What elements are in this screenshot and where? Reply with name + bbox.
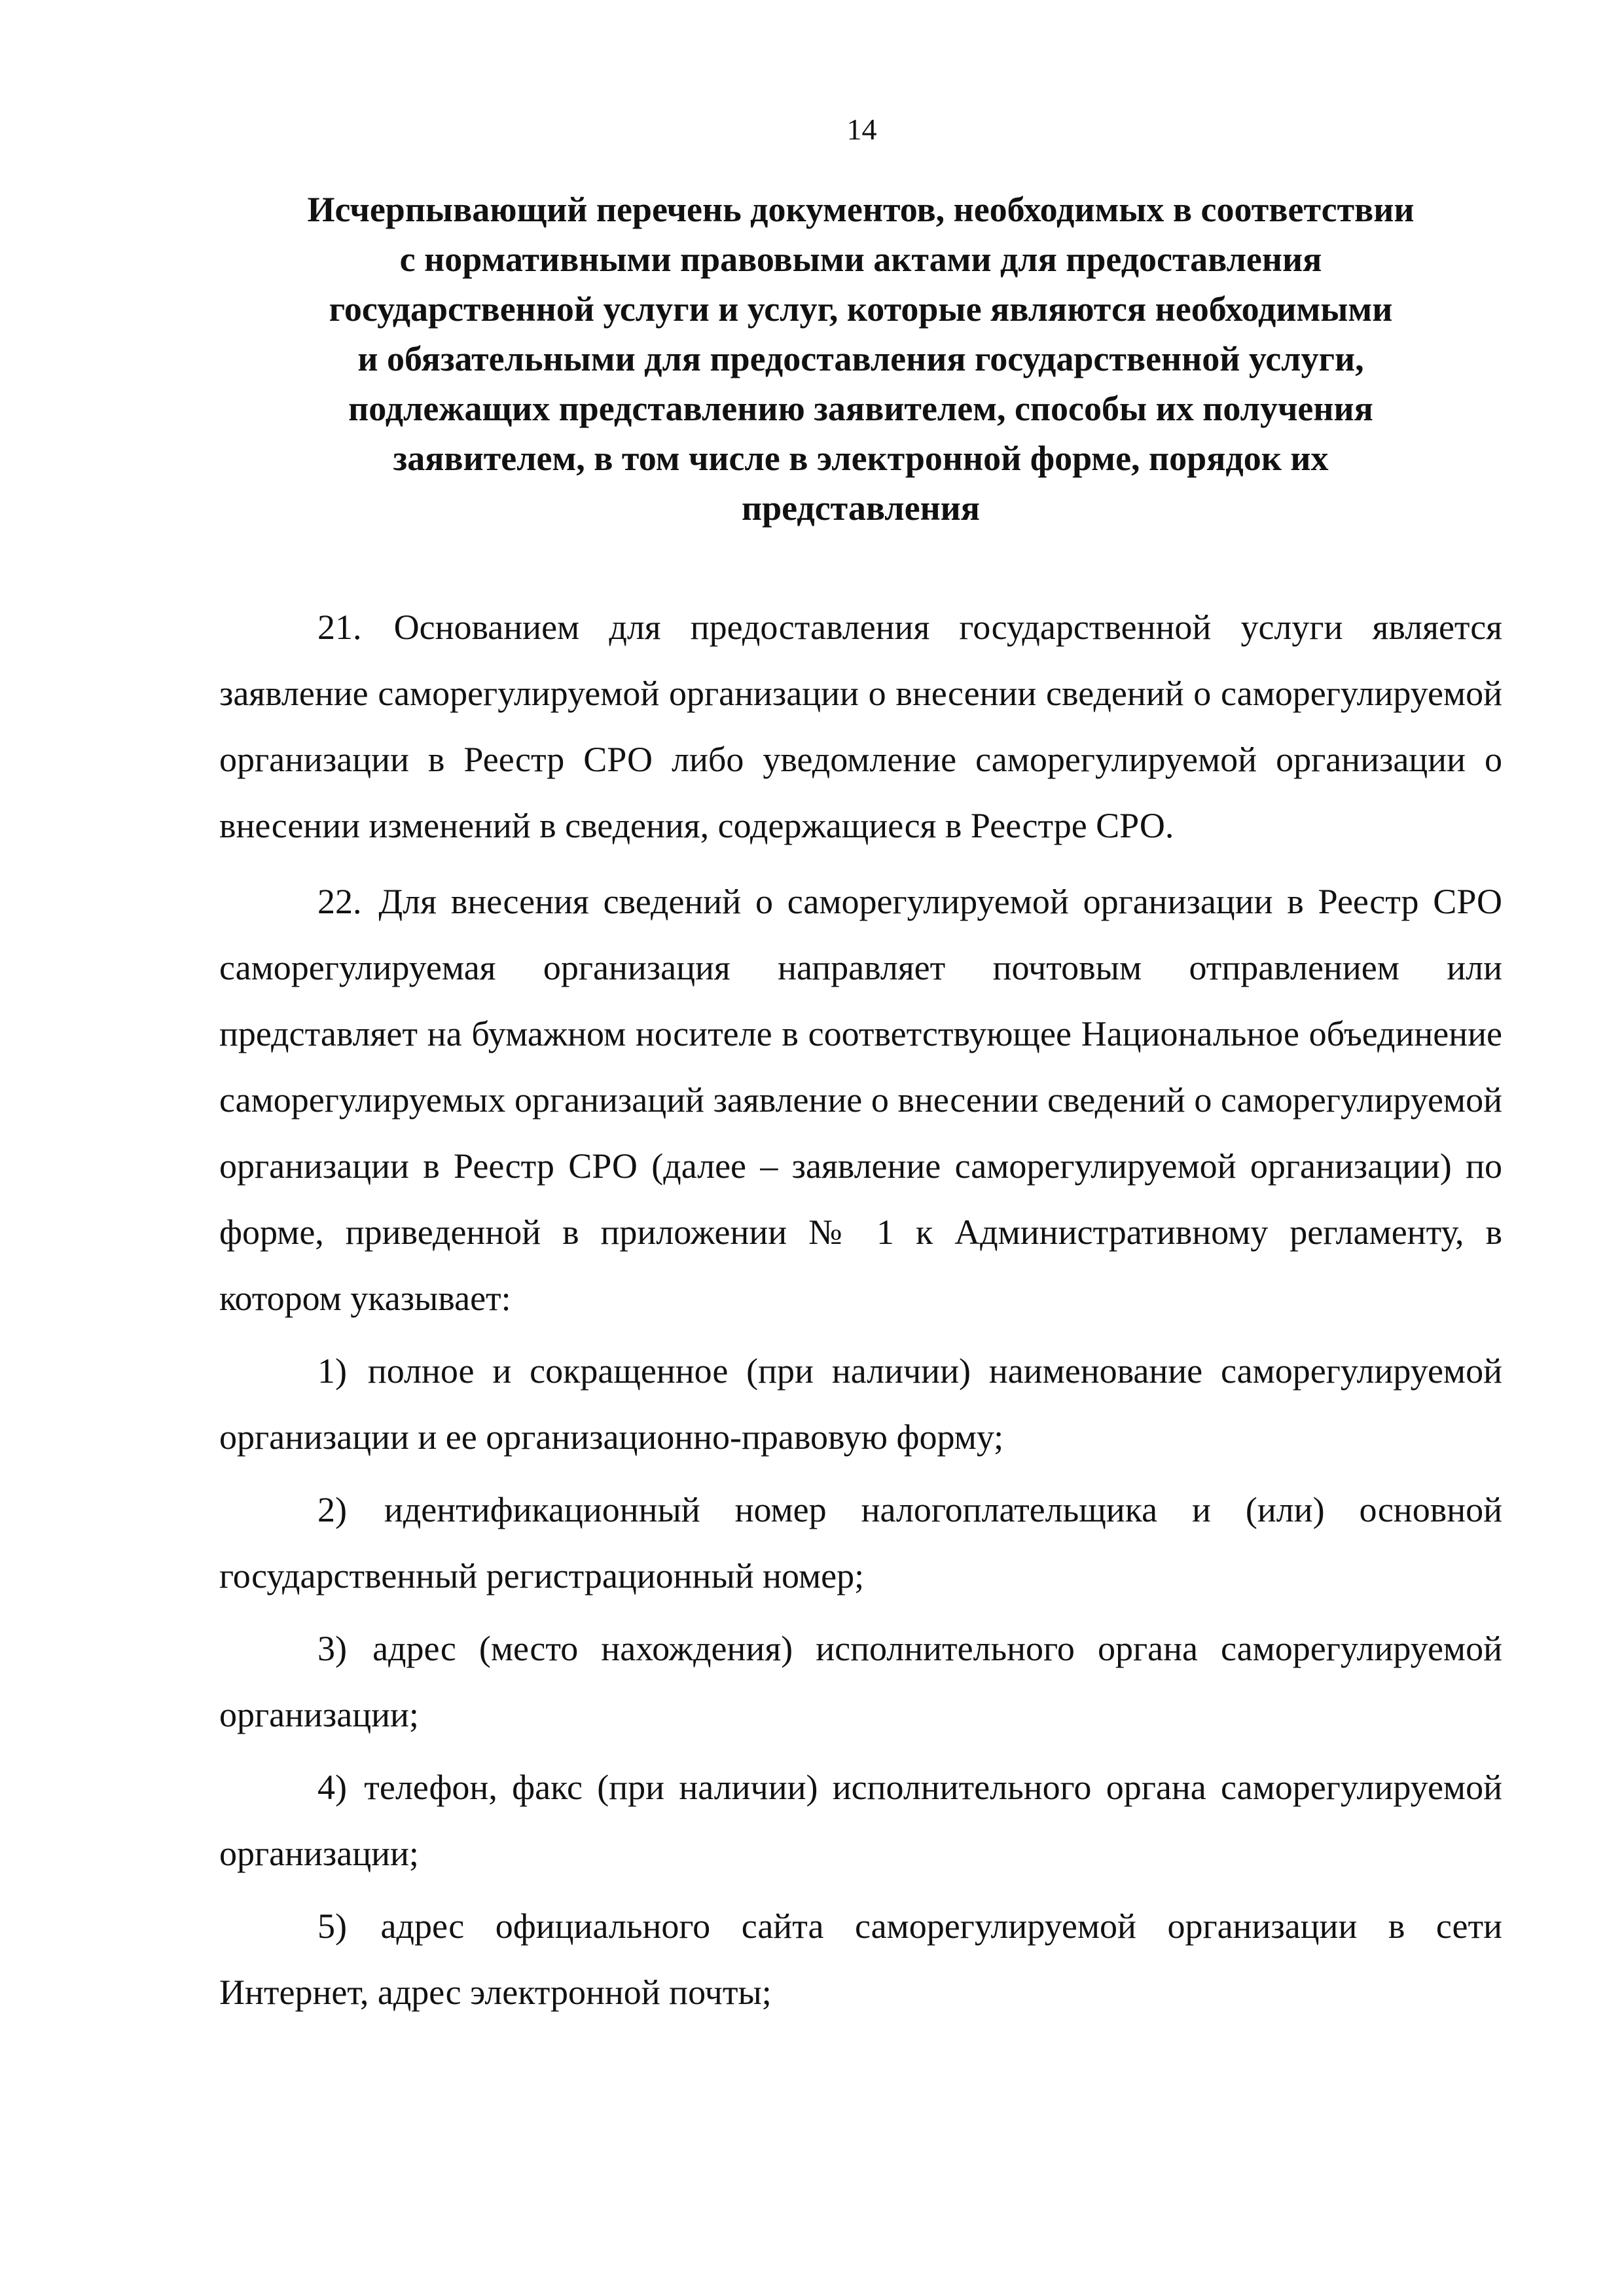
page-number: 14	[846, 113, 877, 146]
heading-line: с нормативными правовыми актами для предоставления	[399, 240, 1322, 279]
list-item-number: 2)	[317, 1490, 347, 1529]
list-item-1	[219, 1338, 1502, 1470]
paragraph-number: 21.	[317, 608, 362, 647]
paragraph-text: Для внесения сведений о саморегулируемой организации в Реестр СРО саморегулируемая организация направляет почтовым отправлением или представляет на бумажном носителе в соответствующее Национальное объединение саморегулируемых организаций заявление о внесении сведений о саморегулируемой организации в Реестр СРО (далее – заявление саморегулируемой организации) по форме, приведенной в приложении № 1 к Административному регламенту, в котором указывает:	[219, 882, 1503, 1318]
list-item-text: адрес официального сайта саморегулируемой организации в сети Интернет, адрес электронной почты;	[219, 1906, 1503, 2012]
heading-line: заявителем, в том числе в электронной форме, порядок их	[393, 439, 1329, 478]
heading-line: подлежащих представлению заявителем, способы их получения	[348, 389, 1373, 428]
list-item-3	[219, 1616, 1502, 1748]
paragraph-text: Основанием для предоставления государственной услуги является заявление саморегулируемой организации о внесении сведений о саморегулируемой организации в Реестр СРО либо уведомление саморегулируемой организации о внесении изменений в сведения, содержащиеся в Реестре СРО.	[219, 608, 1502, 845]
list-item-number: 4)	[317, 1768, 347, 1807]
list-item-5	[219, 1893, 1502, 2026]
list-item-number: 3)	[317, 1629, 347, 1668]
body-text	[219, 594, 1502, 2026]
list-item-text: телефон, факс (при наличии) исполнительного органа саморегулируемой организации;	[219, 1768, 1502, 1873]
list-item-number: 5)	[317, 1906, 347, 1946]
list-item-4	[219, 1755, 1502, 1887]
list-item-text: полное и сокращенное (при наличии) наименование саморегулируемой организации и ее организационно-правовую форму;	[219, 1351, 1502, 1457]
list-item-2	[219, 1477, 1502, 1609]
list-item-text: идентификационный номер налогоплательщика и (или) основной государственный регистрационный номер;	[219, 1490, 1503, 1595]
paragraph-21	[219, 594, 1502, 859]
section-heading	[249, 185, 1473, 533]
heading-line: государственной услуги и услуг, которые являются необходимыми	[329, 289, 1393, 329]
list-item-number: 1)	[317, 1351, 347, 1391]
paragraph-number: 22.	[317, 882, 362, 921]
list-item-text: адрес (место нахождения) исполнительного органа саморегулируемой организации;	[219, 1629, 1502, 1734]
heading-line: Исчерпывающий перечень документов, необходимых в соответствии	[307, 190, 1415, 229]
heading-line: и обязательными для предоставления государственной услуги,	[357, 339, 1364, 378]
paragraph-22	[219, 869, 1502, 1332]
heading-line: представления	[741, 488, 981, 528]
